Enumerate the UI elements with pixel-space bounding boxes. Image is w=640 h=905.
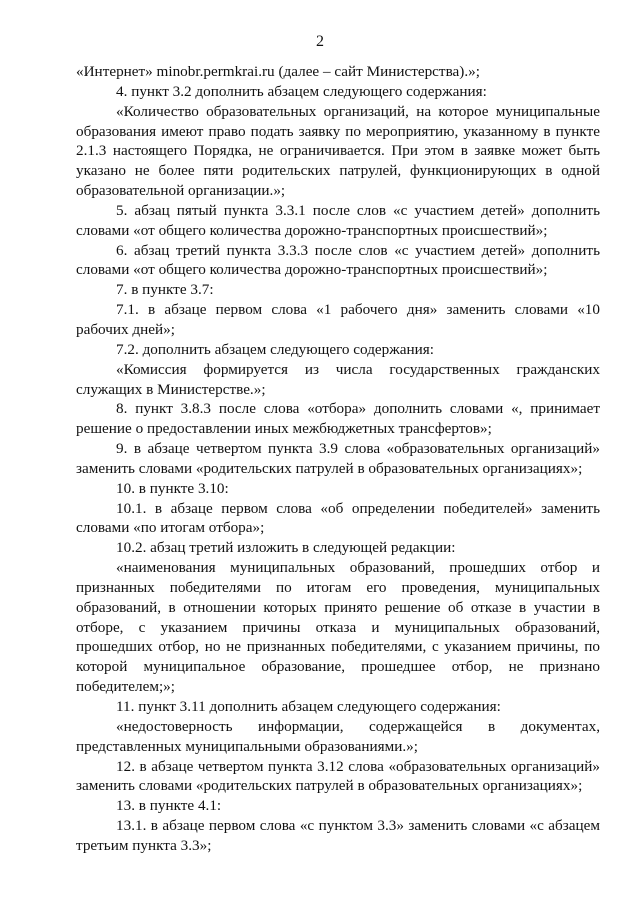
- paragraph: «Количество образовательных организаций, на которое муниципальные образования имеют право подать заявку по мероприятию, указанному в пункте 2.1.3 настоящего Порядка, не ограничивается. При этом в заявке может быть указано не более пяти родительских патрулей, функционирующих в одной образовательной организации.»;: [76, 102, 600, 200]
- paragraph: «Интернет» minobr.permkrai.ru (далее – сайт Министерства).»;: [76, 63, 480, 80]
- document-body: [76, 62, 600, 856]
- paragraph: 6. абзац третий пункта 3.3.3 после слов «с участием детей» дополнить словами «от общего количества дорожно-транспортных происшествий»;: [76, 241, 600, 279]
- paragraph: «Комиссия формируется из числа государственных гражданских служащих в Министерстве.»;: [76, 360, 600, 398]
- paragraph: 7.2. дополнить абзацем следующего содержания:: [116, 340, 434, 358]
- paragraph: 8. пункт 3.8.3 после слова «отбора» дополнить словами «, принимает решение о предоставлении иных межбюджетных трансфертов»;: [76, 400, 600, 438]
- paragraph: 10.1. в абзаце первом слова «об определении победителей» заменить словами «по итогам отбора»;: [76, 499, 600, 537]
- page-number: 2: [316, 33, 324, 50]
- paragraph: «недостоверность информации, содержащейся в документах, представленных муниципальными образованиями.»;: [76, 717, 600, 755]
- paragraph: 7. в пункте 3.7:: [116, 281, 214, 299]
- paragraph: «наименования муниципальных образований, прошедших отбор и признанных победителями по итогам его проведения, муниципальных образований, в отношении которых принято решение об отказе в участии в отборе, с указанием причины отказа и муниципальных образований, прошедших отбор, но не признанных победителями, с указанием причины, по которой муниципальное образование, прошедшее отбор, не признано победителем;»;: [76, 559, 600, 696]
- paragraph: 11. пункт 3.11 дополнить абзацем следующего содержания:: [116, 698, 501, 715]
- paragraph: 7.1. в абзаце первом слова «1 рабочего дня» заменить словами «10 рабочих дней»;: [76, 301, 600, 338]
- paragraph: 5. абзац пятый пункта 3.3.1 после слов «с участием детей» дополнить словами «от общего количества дорожно-транспортных происшествий»;: [76, 201, 600, 239]
- paragraph: 13. в пункте 4.1:: [116, 797, 222, 815]
- paragraph: 9. в абзаце четвертом пункта 3.9 слова «образовательных организаций» заменить словами «родительских патрулей в образовательных организациях»;: [76, 440, 600, 477]
- paragraph: 12. в абзаце четвертом пункта 3.12 слова «образовательных организаций» заменить словами «родительских патрулей в образовательных организациях»;: [76, 757, 600, 795]
- paragraph: 10. в пункте 3.10:: [116, 479, 229, 497]
- paragraph: 10.2. абзац третий изложить в следующей редакции:: [116, 539, 456, 557]
- paragraph: 13.1. в абзаце первом слова «с пунктом 3.3» заменить словами «с абзацем третьим пункта 3.3»;: [76, 817, 600, 854]
- paragraph: 4. пункт 3.2 дополнить абзацем следующего содержания:: [116, 82, 487, 100]
